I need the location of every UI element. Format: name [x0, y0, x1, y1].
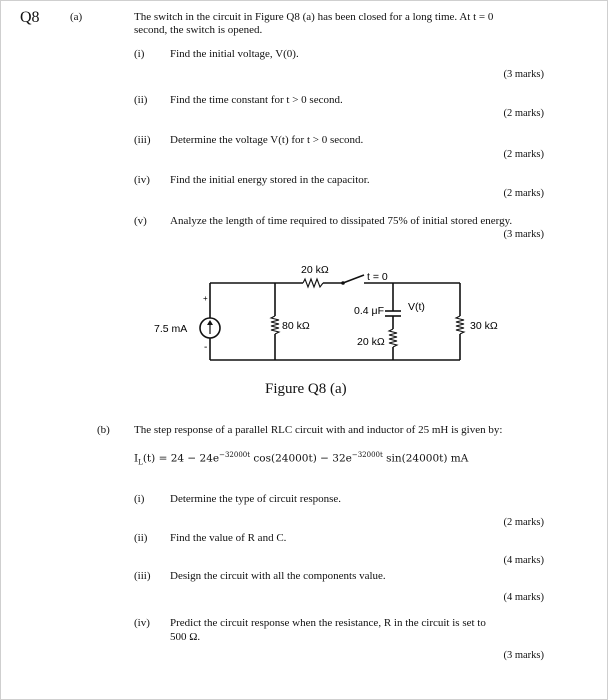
b-item-num: (ii)	[134, 532, 148, 544]
part-b-label: (b)	[97, 424, 110, 436]
b-item-num: (i)	[134, 493, 145, 505]
question-number: Q8	[20, 9, 40, 26]
switch-label: t = 0	[367, 271, 388, 283]
a-item-num: (v)	[134, 215, 147, 227]
eq-exp2: −32000t	[351, 451, 383, 459]
a-item-marks: (3 marks)	[503, 69, 544, 80]
eq-part2: cos(24000t) − 32e	[250, 452, 352, 465]
part-a-label: (a)	[70, 11, 83, 23]
b-item-text: Determine the type of circuit response.	[170, 493, 342, 505]
b-item-text: Design the circuit with all the components value.	[170, 570, 386, 582]
eq-lhs: I	[134, 452, 139, 465]
a-item-text: Find the time constant for t > 0 second.	[170, 94, 343, 106]
b-item-num: (iii)	[134, 570, 151, 582]
b-item-marks: (3 marks)	[503, 650, 544, 661]
b-item-marks: (2 marks)	[503, 517, 544, 528]
b-item-text-line2: 500 Ω.	[170, 631, 201, 643]
a-item-num: (iii)	[134, 134, 151, 146]
r-30-label: 30 kΩ	[470, 320, 498, 332]
a-item-text: Find the initial voltage, V(0).	[170, 48, 299, 60]
source-minus: -	[204, 342, 208, 353]
a-item-text: Find the initial energy stored in the capacitor.	[170, 174, 370, 186]
part-a-intro-line1: The switch in the circuit in Figure Q8 (a) has been closed for a long time. At t = 0	[134, 11, 494, 23]
a-item-marks: (2 marks)	[503, 108, 544, 119]
r-20-low-label: 20 kΩ	[357, 336, 385, 348]
b-item-text-line1: Predict the circuit response when the resistance, R in the circuit is set to	[170, 617, 486, 629]
vt-label: V(t)	[408, 301, 425, 313]
figure-caption: Figure Q8 (a)	[265, 381, 347, 397]
capacitor-label: 0.4 μF	[354, 305, 384, 317]
a-item-text: Analyze the length of time required to dissipated 75% of initial stored energy.	[170, 215, 513, 227]
a-item-num: (iv)	[134, 174, 150, 186]
a-item-text: Determine the voltage V(t) for t > 0 second.	[170, 134, 364, 146]
a-item-marks: (2 marks)	[503, 149, 544, 160]
b-item-marks: (4 marks)	[503, 555, 544, 566]
a-item-marks: (2 marks)	[503, 188, 544, 199]
part-a-intro-line2: second, the switch is opened.	[134, 24, 263, 36]
eq-part1: (t) = 24 − 24e	[142, 452, 220, 465]
response-equation	[134, 451, 468, 467]
b-item-marks: (4 marks)	[503, 592, 544, 603]
part-b-intro: The step response of a parallel RLC circuit with and inductor of 25 mH is given by:	[134, 424, 503, 436]
eq-lhs-sub: L	[138, 458, 143, 467]
a-item-marks: (3 marks)	[503, 229, 544, 240]
a-item-num: (i)	[134, 48, 145, 60]
r-series-label: 20 kΩ	[301, 264, 329, 276]
a-item-num: (ii)	[134, 94, 148, 106]
source-label: 7.5 mA	[154, 323, 188, 335]
eq-exp1: −32000t	[219, 451, 251, 459]
b-item-num: (iv)	[134, 617, 150, 629]
circuit-diagram	[140, 250, 540, 380]
eq-part3: sin(24000t) mA	[382, 452, 469, 465]
source-plus: +	[203, 294, 208, 303]
r-80-label: 80 kΩ	[282, 320, 310, 332]
b-item-text: Find the value of R and C.	[170, 532, 287, 544]
